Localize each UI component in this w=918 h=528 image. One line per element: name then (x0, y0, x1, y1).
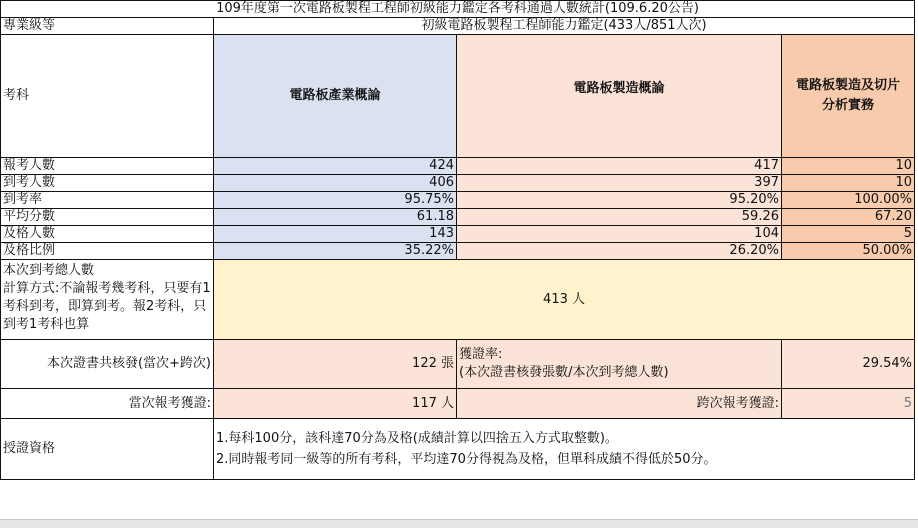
stat-value: 61.18 (214, 209, 457, 226)
cross-certified-label: 跨次報考獲證: (457, 389, 782, 419)
qualification-label: 授證資格 (1, 419, 214, 480)
stat-value: 35.22% (214, 243, 457, 260)
stat-value: 406 (214, 175, 457, 192)
stat-label: 到考人數 (1, 175, 214, 192)
total-attendance-value: 413 人 (214, 260, 915, 340)
stat-value: 417 (457, 158, 782, 175)
stat-label: 到考率 (1, 192, 214, 209)
stat-value: 50.00% (782, 243, 915, 260)
stat-label: 報考人數 (1, 158, 214, 175)
certificate-rate-value: 29.54% (782, 340, 915, 389)
current-certified-value: 117 人 (214, 389, 457, 419)
stat-value: 100.00% (782, 192, 915, 209)
stat-value: 95.75% (214, 192, 457, 209)
level-value: 初級電路板製程工程師能力鑑定(433人/851人次) (214, 18, 915, 35)
stat-label: 及格比例 (1, 243, 214, 260)
qualification-rules (214, 419, 915, 480)
stat-value: 59.26 (457, 209, 782, 226)
total-attendance-label: 本次到考總人數 計算方式:不論報考幾考科，只要有1考科到考，即算到考。報2考科，只到考1考科也算 (1, 260, 214, 340)
stat-value: 424 (214, 158, 457, 175)
level-label: 專業級等 (1, 18, 214, 35)
stat-value: 10 (782, 175, 915, 192)
subject-name: 電路板產業概論 (214, 35, 457, 158)
stat-value: 10 (782, 158, 915, 175)
subject-label: 考科 (1, 35, 214, 158)
qualification-rule: 2.同時報考同一級等的所有考科，平均達70分得視為及格，但單科成績不得低於50分。 (216, 452, 717, 467)
subject-name: 電路板製造概論 (457, 35, 782, 158)
certificate-rate-label: 獲證率: (本次證書核發張數/本次到考總人數) (457, 340, 782, 389)
stat-value: 143 (214, 226, 457, 243)
qualification-rule: 1.每科100分，該科達70分為及格(成績計算以四捨五入方式取整數)。 (216, 431, 618, 446)
sheet-title: 109年度第一次電路板製程工程師初級能力鑑定各考科通過人數統計(109.6.20公告) (1, 1, 915, 18)
cross-certified-value: 5 (782, 389, 915, 419)
certificates-label: 本次證書共核發(當次+跨次) (1, 340, 214, 389)
current-certified-label: 當次報考獲證: (1, 389, 214, 419)
stat-value: 67.20 (782, 209, 915, 226)
stat-value: 397 (457, 175, 782, 192)
stat-value: 104 (457, 226, 782, 243)
stat-value: 95.20% (457, 192, 782, 209)
stat-label: 平均分數 (1, 209, 214, 226)
subject-name: 電路板製造及切片 分析實務 (782, 35, 915, 158)
stat-value: 26.20% (457, 243, 782, 260)
certificates-value: 122 張 (214, 340, 457, 389)
stat-value: 5 (782, 226, 915, 243)
stat-label: 及格人數 (1, 226, 214, 243)
